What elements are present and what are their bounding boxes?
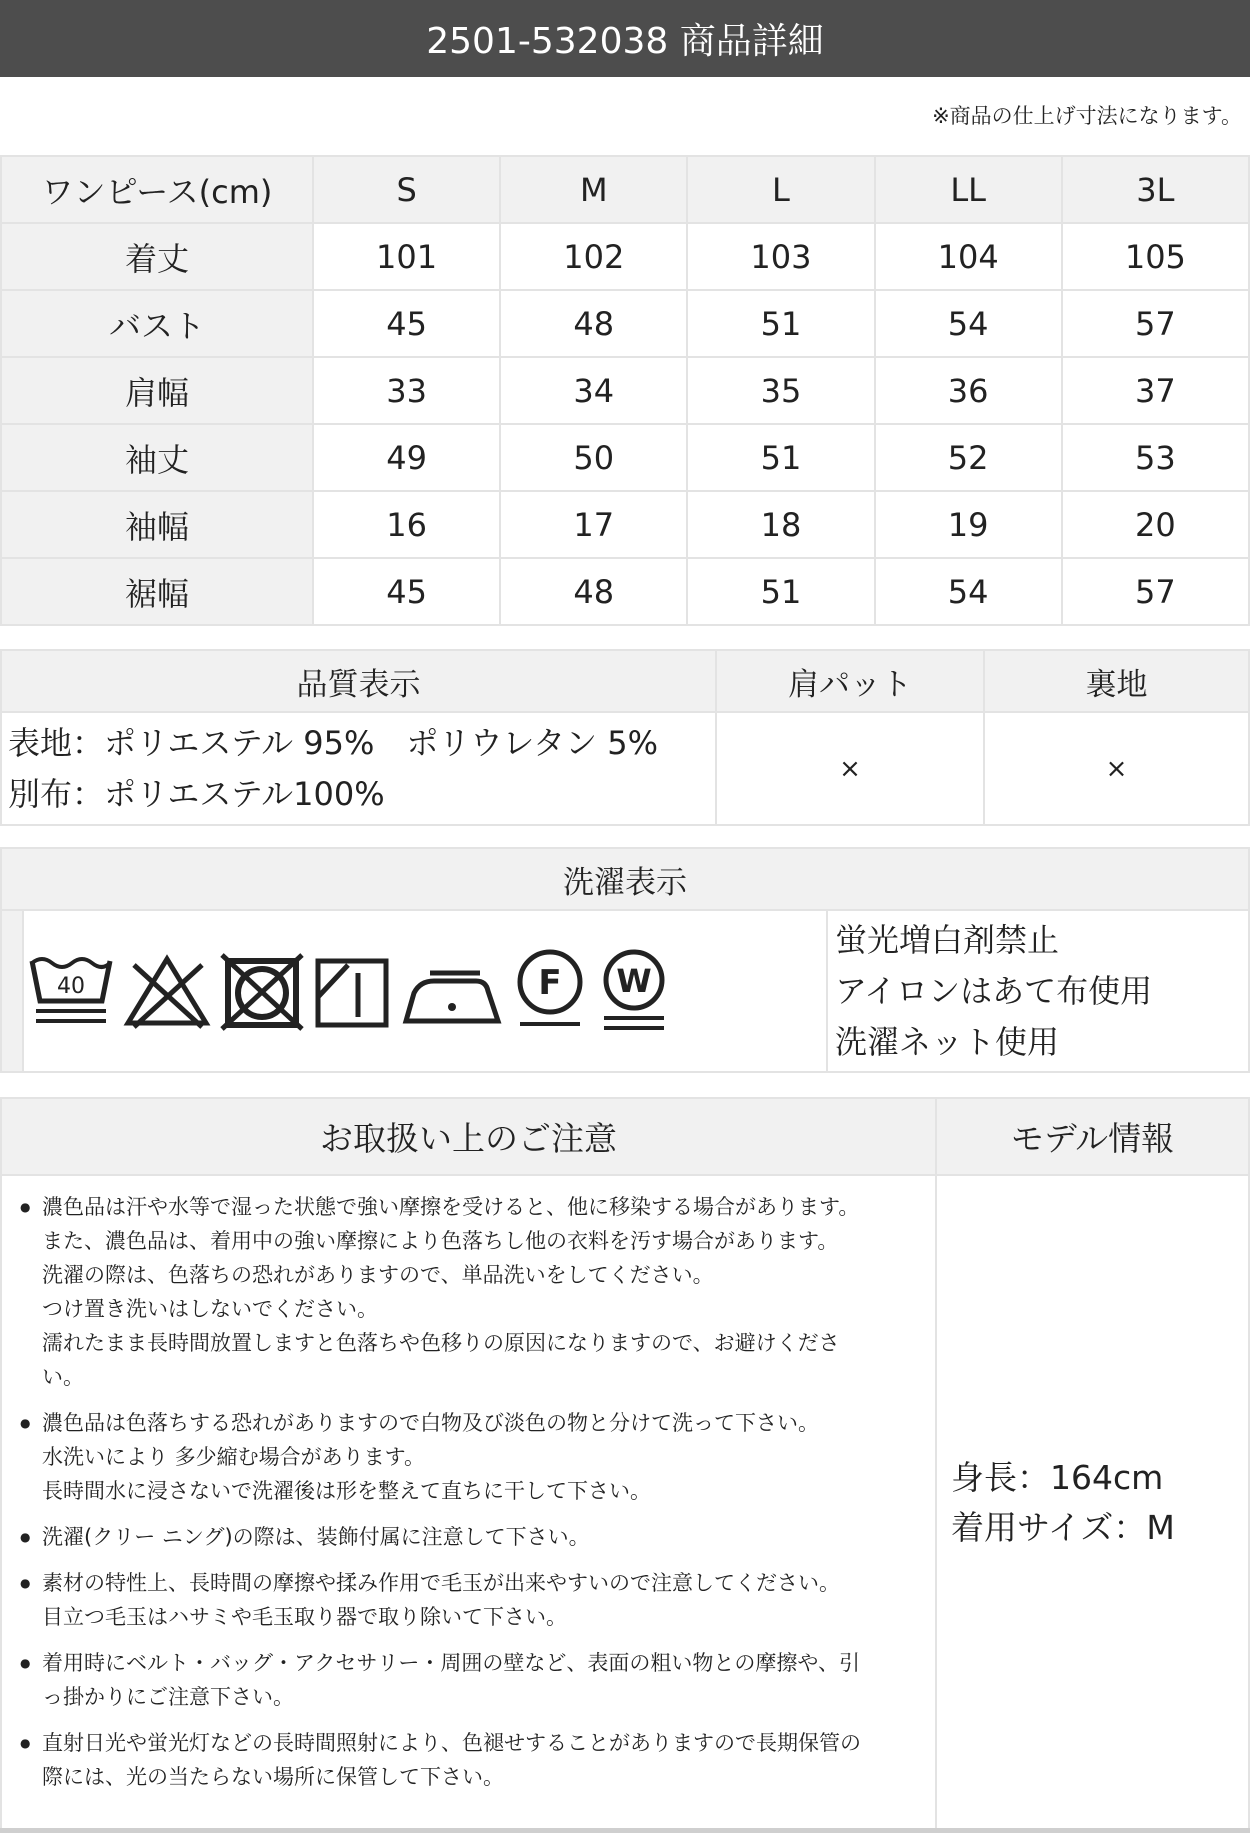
wash-gutter — [1, 910, 23, 1072]
wash-note: 洗濯ネット使用 — [835, 1022, 1060, 1061]
wash-icons-cell — [23, 910, 827, 1072]
care-header: お取扱い上のご注意 — [1, 1098, 936, 1175]
size-col-header: LL — [875, 156, 1062, 223]
row-label: 着丈 — [1, 223, 313, 290]
list-item — [42, 1566, 917, 1634]
cell: 52 — [875, 424, 1062, 491]
care-line: ● 着用時にベルト・バッグ・アクセサリー・周囲の壁など、表面の粗い物との摩擦や、引 — [42, 1651, 860, 1675]
cell: 102 — [500, 223, 687, 290]
cell: 57 — [1062, 290, 1249, 357]
care-line: 長時間水に浸さないで洗濯後は形を整えて直ちに干して下さい。 — [42, 1479, 651, 1503]
care-line: 際には、光の当たらない場所に保管して下さい。 — [42, 1765, 504, 1789]
row-label: 袖丈 — [1, 424, 313, 491]
cell: 45 — [313, 558, 500, 625]
dry-clean-f-icon — [512, 948, 588, 1034]
iron-low-icon — [400, 951, 504, 1031]
cell: 48 — [500, 558, 687, 625]
size-table-title: ワンピース(cm) — [1, 156, 313, 223]
dry-clean-letter: F — [538, 963, 562, 1003]
cell: 33 — [313, 357, 500, 424]
cell: 53 — [1062, 424, 1249, 491]
material-line-outer: 表地：ポリエステル 95% ポリウレタン 5% — [8, 723, 659, 762]
cell: 35 — [687, 357, 874, 424]
bottom-divider — [0, 1828, 1250, 1833]
cell: 36 — [875, 357, 1062, 424]
cell: 49 — [313, 424, 500, 491]
wet-clean-letter: W — [616, 962, 652, 1000]
care-line: 目立つ毛玉はハサミや毛玉取り器で取り除いて下さい。 — [42, 1605, 567, 1629]
cell: 103 — [687, 223, 874, 290]
quality-header-row — [1, 650, 1249, 712]
quality-table — [0, 649, 1250, 826]
cell: 19 — [875, 491, 1062, 558]
cell: 16 — [313, 491, 500, 558]
care-line: ● 洗濯(クリー ニング)の際は、装飾付属に注意して下さい。 — [42, 1525, 590, 1549]
care-list — [42, 1190, 917, 1794]
model-header: モデル情報 — [936, 1098, 1249, 1175]
care-line: ● 濃色品は汗や水等で湿った状態で強い摩擦を受けると、他に移染する場合があります。 — [42, 1195, 860, 1219]
size-col-header: S — [313, 156, 500, 223]
care-line: い。 — [42, 1365, 84, 1389]
list-item — [42, 1190, 917, 1394]
cell: 50 — [500, 424, 687, 491]
cell: 37 — [1062, 357, 1249, 424]
cell: 17 — [500, 491, 687, 558]
wash-notes-cell — [827, 910, 1249, 1072]
lining-value: × — [984, 712, 1249, 825]
row-label: 肩幅 — [1, 357, 313, 424]
cell: 54 — [875, 290, 1062, 357]
row-label: 袖幅 — [1, 491, 313, 558]
row-label: 裾幅 — [1, 558, 313, 625]
list-item — [42, 1646, 917, 1714]
row-label: バスト — [1, 290, 313, 357]
cell: 51 — [687, 290, 874, 357]
cell: 101 — [313, 223, 500, 290]
cell: 34 — [500, 357, 687, 424]
wash-note: アイロンはあて布使用 — [835, 971, 1153, 1010]
list-item — [42, 1520, 917, 1554]
list-item — [42, 1726, 917, 1794]
care-line: また、濃色品は、着用中の強い摩擦により色落ちし他の衣料を汚す場合があります。 — [42, 1229, 839, 1253]
care-line: 水洗いにより 多少縮む場合があります。 — [42, 1445, 425, 1469]
cell: 48 — [500, 290, 687, 357]
line-dry-shade-icon — [312, 951, 392, 1031]
table-row — [1, 558, 1249, 625]
no-tumble-dry-icon — [220, 951, 304, 1031]
list-item — [42, 1406, 917, 1508]
quality-header: 品質表示 — [1, 650, 716, 712]
lining-header: 裏地 — [984, 650, 1249, 712]
table-row — [1, 424, 1249, 491]
cell: 51 — [687, 424, 874, 491]
cell: 105 — [1062, 223, 1249, 290]
wash-table — [0, 847, 1250, 1073]
shoulder-pad-value: × — [716, 712, 984, 825]
care-line: 濡れたまま長時間放置しますと色落ちや色移りの原因になりますので、お避けくださ — [42, 1331, 840, 1355]
quality-row — [1, 712, 1249, 825]
wash-40-gentle-icon — [28, 951, 114, 1031]
cell: 57 — [1062, 558, 1249, 625]
size-table — [0, 155, 1250, 626]
table-row — [1, 491, 1249, 558]
material-cell — [1, 712, 716, 825]
care-table — [0, 1097, 1250, 1832]
cell: 54 — [875, 558, 1062, 625]
measurement-note: ※商品の仕上げ寸法になります。 — [932, 104, 1242, 128]
cell: 51 — [687, 558, 874, 625]
size-col-header: L — [687, 156, 874, 223]
model-height: 身長：164cm — [951, 1458, 1164, 1497]
table-row — [1, 357, 1249, 424]
care-line: ● 直射日光や蛍光灯などの長時間照射により、色褪せすることがありますので長期保管の — [42, 1731, 861, 1755]
care-line: ● 濃色品は色落ちする恐れがありますので白物及び淡色の物と分けて洗って下さい。 — [42, 1411, 819, 1435]
cell: 45 — [313, 290, 500, 357]
care-notes-cell — [1, 1175, 936, 1831]
model-size: 着用サイズ：M — [951, 1508, 1175, 1547]
cell: 20 — [1062, 491, 1249, 558]
wash-temp: 40 — [57, 974, 85, 999]
table-row — [1, 290, 1249, 357]
cell: 18 — [687, 491, 874, 558]
material-line-accent: 別布：ポリエステル100% — [8, 774, 385, 813]
wash-header: 洗濯表示 — [1, 848, 1249, 910]
table-row — [1, 223, 1249, 290]
size-col-header: M — [500, 156, 687, 223]
cell: 104 — [875, 223, 1062, 290]
size-header-row — [1, 156, 1249, 223]
care-line: っ掛かりにご注意下さい。 — [42, 1685, 294, 1709]
wash-note: 蛍光増白剤禁止 — [835, 920, 1060, 959]
size-col-header: 3L — [1062, 156, 1249, 223]
model-info-cell — [936, 1175, 1249, 1831]
page-title: 2501-532038 商品詳細 — [0, 0, 1250, 77]
care-line: ● 素材の特性上、長時間の摩擦や揉み作用で毛玉が出来やすいので注意してください。 — [42, 1571, 840, 1595]
shoulder-pad-header: 肩パット — [716, 650, 984, 712]
care-line: つけ置き洗いはしないでください。 — [42, 1297, 378, 1321]
care-line: 洗濯の際は、色落ちの恐れがありますので、単品洗いをしてください。 — [42, 1263, 714, 1287]
no-bleach-icon — [122, 951, 212, 1031]
wet-clean-w-icon — [596, 948, 672, 1034]
